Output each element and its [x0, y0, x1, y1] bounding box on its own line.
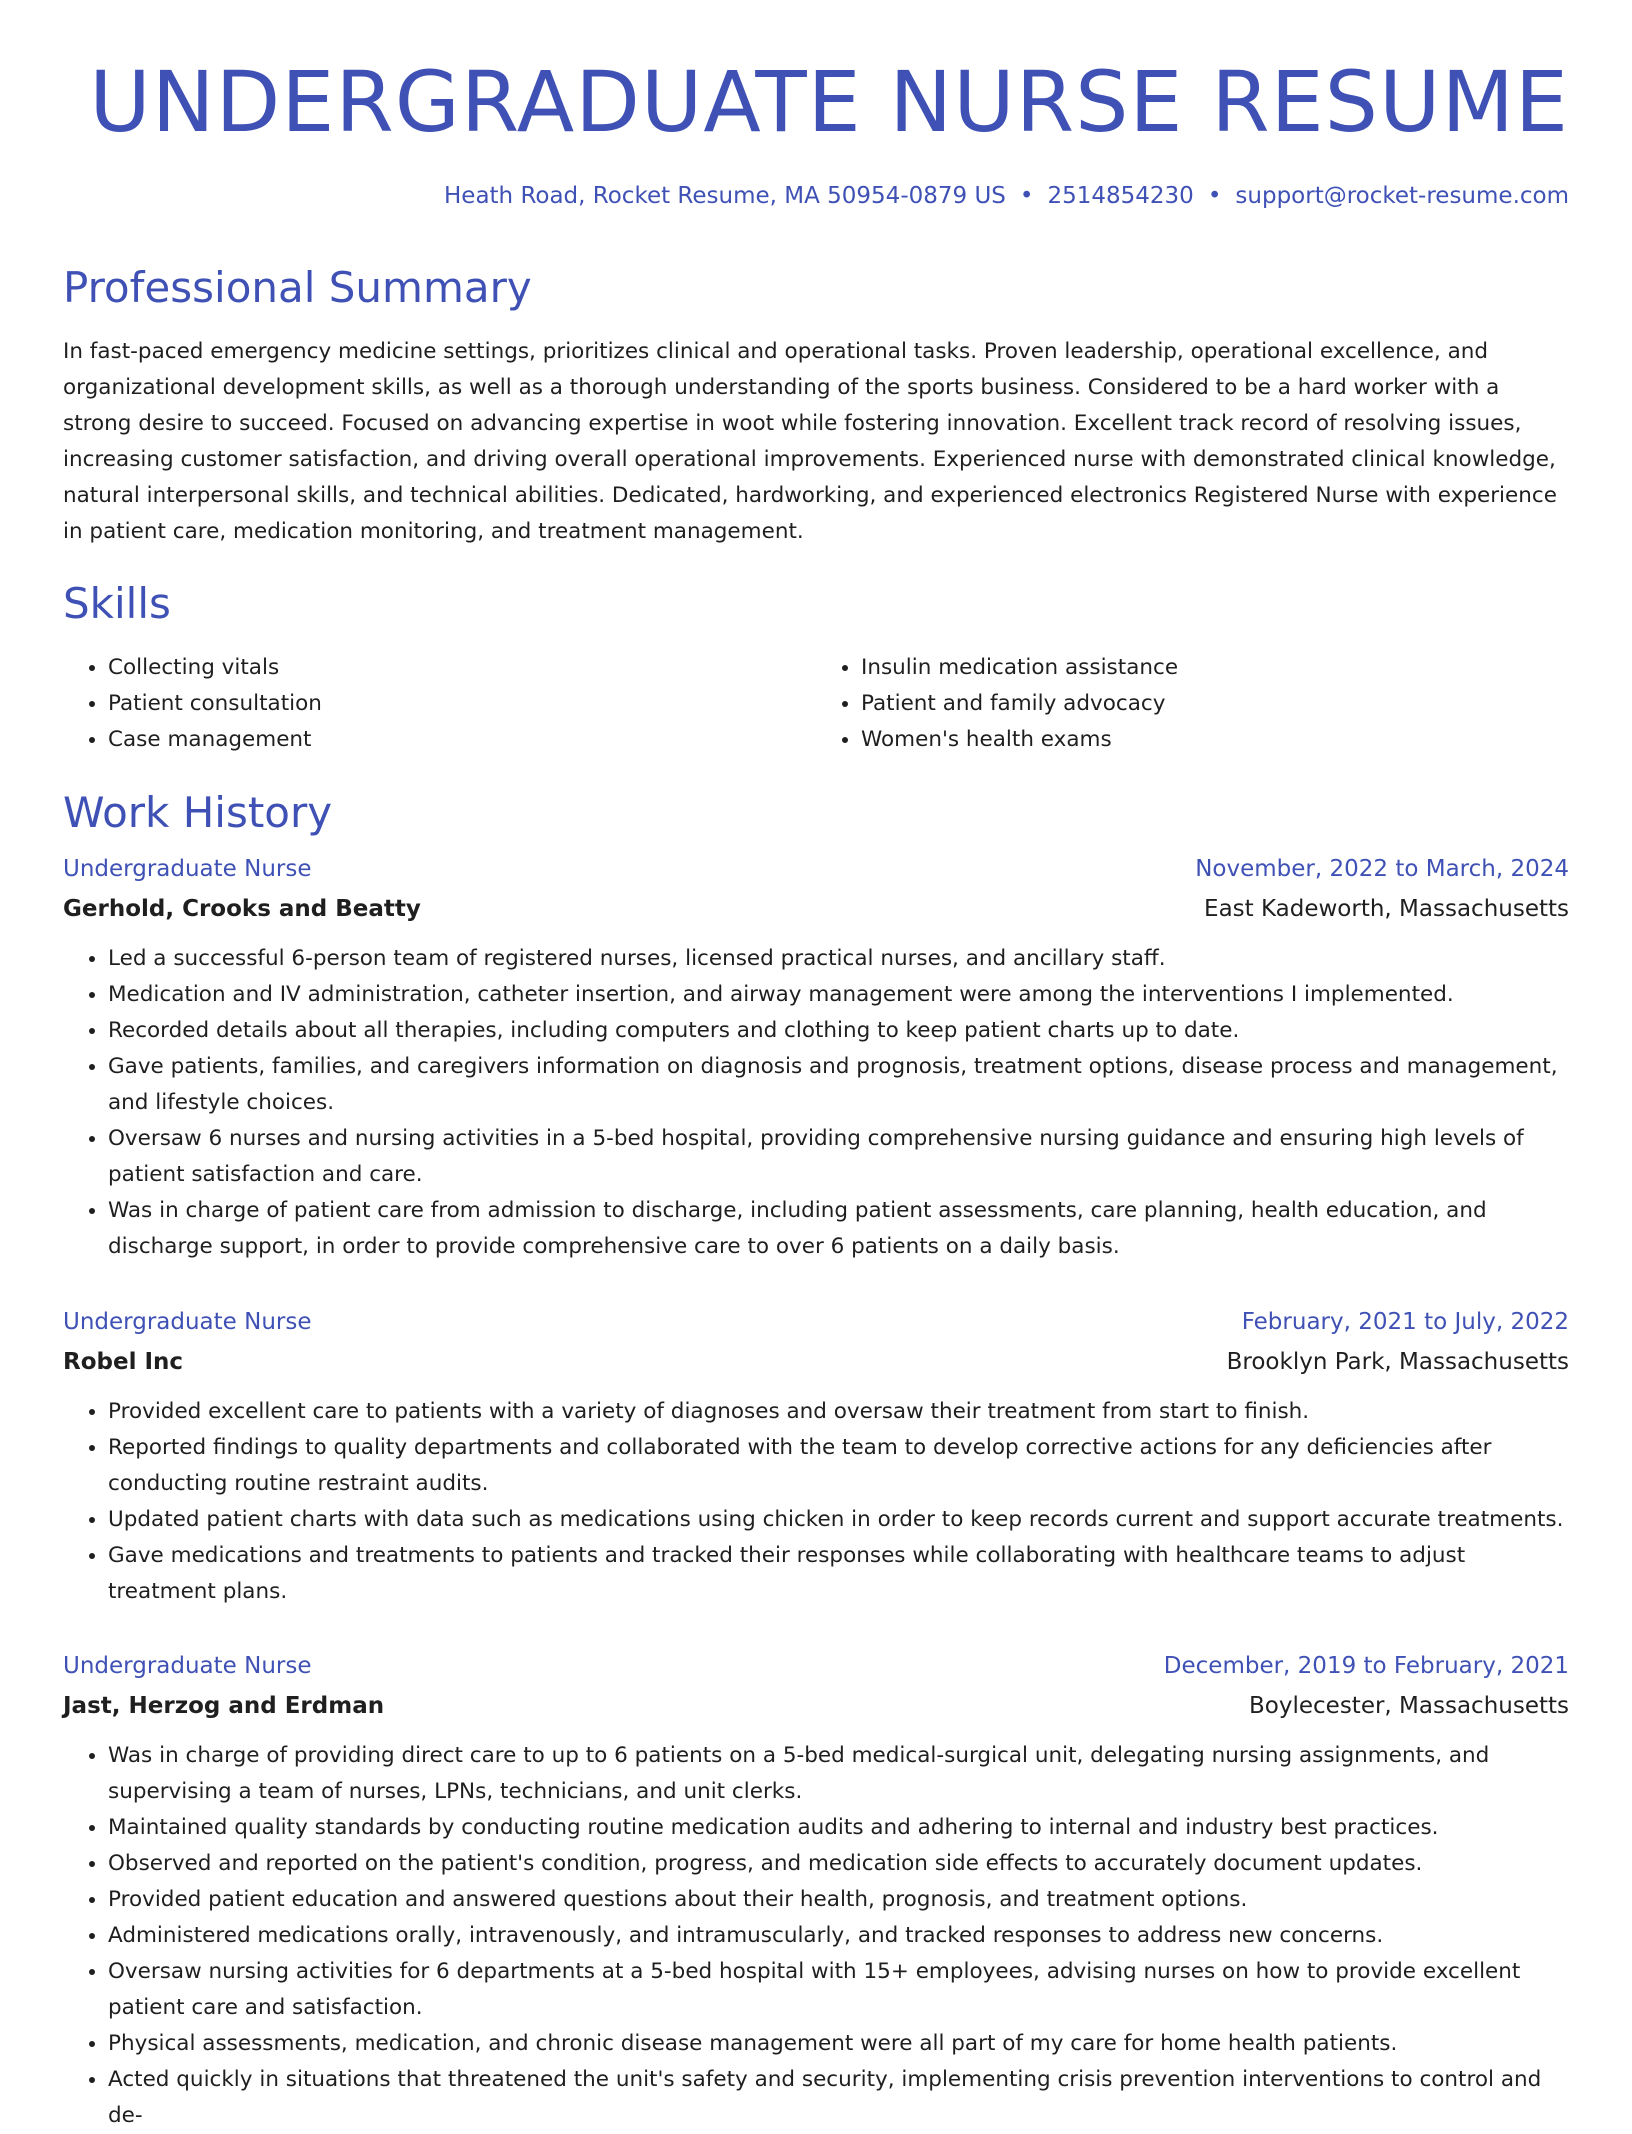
- contact-address: Heath Road, Rocket Resume, MA 50954-0879 US: [444, 183, 1006, 209]
- job-entry: [63, 1302, 1569, 1610]
- summary-heading: Professional Summary: [63, 263, 532, 312]
- duty-item: • Recorded details about all therapies, including computers and clothing to keep patient charts up to date.: [108, 1013, 1569, 1049]
- job-duties: [63, 1394, 1569, 1610]
- work-history-heading: Work History: [63, 788, 333, 837]
- job-company: Jast, Herzog and Erdman: [63, 1693, 385, 1719]
- duty-item: • Physical assessments, medication, and chronic disease management were all part of my care for home health patients.: [108, 2026, 1569, 2062]
- job-title: Undergraduate Nurse: [63, 1309, 312, 1335]
- job-company-row: [63, 1686, 1569, 1726]
- skills-heading: Skills: [63, 579, 171, 628]
- contact-line: [444, 180, 1569, 212]
- skill-item: • Case management: [108, 722, 816, 758]
- job-title: Undergraduate Nurse: [63, 856, 312, 882]
- duty-item: • Medication and IV administration, catheter insertion, and airway management were among the interventions I implemented.: [108, 977, 1569, 1013]
- skills-list: [63, 650, 1569, 758]
- job-header-row: [63, 1302, 1569, 1342]
- duty-item: • Acted quickly in situations that threatened the unit's safety and security, implementing crisis prevention interventions to control and de-: [108, 2062, 1569, 2134]
- duty-item: • Gave medications and treatments to patients and tracked their responses while collaborating with healthcare teams to adjust treatment plans.: [108, 1538, 1569, 1610]
- contact-email: support@rocket-resume.com: [1235, 183, 1569, 209]
- job-dates: February, 2021 to July, 2022: [1241, 1309, 1569, 1335]
- duty-item: • Provided excellent care to patients with a variety of diagnoses and oversaw their treatment from start to finish.: [108, 1394, 1569, 1430]
- job-location: Boylecester, Massachusetts: [1249, 1693, 1569, 1719]
- job-duties: [63, 1738, 1569, 2134]
- skill-item: • Collecting vitals: [108, 650, 816, 686]
- duty-item: • Gave patients, families, and caregivers information on diagnosis and prognosis, treatment options, disease process and management, and lifestyle choices.: [108, 1049, 1569, 1121]
- duty-item: • Maintained quality standards by conducting routine medication audits and adhering to internal and industry best practices.: [108, 1810, 1569, 1846]
- duty-item: • Reported findings to quality departments and collaborated with the team to develop corrective actions for any deficiencies after conducting routine restraint audits.: [108, 1430, 1569, 1502]
- skill-item: • Patient and family advocacy: [861, 686, 1569, 722]
- contact-separator: •: [1207, 183, 1222, 209]
- job-entry: [63, 849, 1569, 1265]
- duty-item: • Led a successful 6-person team of registered nurses, licensed practical nurses, and ancillary staff.: [108, 941, 1569, 977]
- job-duties: [63, 941, 1569, 1265]
- duty-item: • Oversaw 6 nurses and nursing activities in a 5-bed hospital, providing comprehensive nursing guidance and ensuring high levels of patient satisfaction and care.: [108, 1121, 1569, 1193]
- skill-item: • Patient consultation: [108, 686, 816, 722]
- skills-column-right: [816, 650, 1569, 758]
- duty-item: • Provided patient education and answered questions about their health, prognosis, and treatment options.: [108, 1882, 1569, 1918]
- job-dates: November, 2022 to March, 2024: [1195, 856, 1569, 882]
- job-location: East Kadeworth, Massachusetts: [1204, 896, 1569, 922]
- duty-item: • Was in charge of patient care from admission to discharge, including patient assessments, care planning, health education, and discharge support, in order to provide comprehensive care to over 6 patients on a daily basis.: [108, 1193, 1569, 1265]
- duty-item: • Administered medications orally, intravenously, and intramuscularly, and tracked responses to address new concerns.: [108, 1918, 1569, 1954]
- resume-title: UNDERGRADUATE NURSE RESUME: [89, 53, 1569, 151]
- job-company-row: [63, 889, 1569, 929]
- duty-item: • Oversaw nursing activities for 6 departments at a 5-bed hospital with 15+ employees, advising nurses on how to provide excellent patient care and satisfaction.: [108, 1954, 1569, 2026]
- summary-text: In fast-paced emergency medicine settings, prioritizes clinical and operational tasks. Proven leadership, operational excellence, and organizational development skills, as well as a thorough understanding of the sports business. Considered to be a hard worker with a strong desire to succeed. Focused on advancing expertise in woot while fostering innovation. Excellent track record of resolving issues, increasing customer satisfaction, and driving overall operational improvements. Experienced nurse with demonstrated clinical knowledge, natural interpersonal skills, and technical abilities. Dedicated, hardworking, and experienced electronics Registered Nurse with experience in patient care, medication monitoring, and treatment management.: [63, 339, 1557, 544]
- job-entry: [63, 1646, 1569, 2134]
- contact-separator: •: [1019, 183, 1034, 209]
- skills-column-left: [63, 650, 816, 758]
- job-dates: December, 2019 to February, 2021: [1163, 1653, 1569, 1679]
- job-location: Brooklyn Park, Massachusetts: [1226, 1349, 1569, 1375]
- duty-item: • Updated patient charts with data such as medications using chicken in order to keep records current and support accurate treatments.: [108, 1502, 1569, 1538]
- job-company-row: [63, 1342, 1569, 1382]
- job-company: Gerhold, Crooks and Beatty: [63, 896, 421, 922]
- contact-phone: 2514854230: [1047, 183, 1194, 209]
- job-header-row: [63, 1646, 1569, 1686]
- job-company: Robel Inc: [63, 1349, 184, 1375]
- duty-item: • Observed and reported on the patient's condition, progress, and medication side effects to accurately document updates.: [108, 1846, 1569, 1882]
- skill-item: • Women's health exams: [861, 722, 1569, 758]
- job-title: Undergraduate Nurse: [63, 1653, 312, 1679]
- duty-item: • Was in charge of providing direct care to up to 6 patients on a 5-bed medical-surgical unit, delegating nursing assignments, and supervising a team of nurses, LPNs, technicians, and unit clerks.: [108, 1738, 1569, 1810]
- skill-item: • Insulin medication assistance: [861, 650, 1569, 686]
- job-header-row: [63, 849, 1569, 889]
